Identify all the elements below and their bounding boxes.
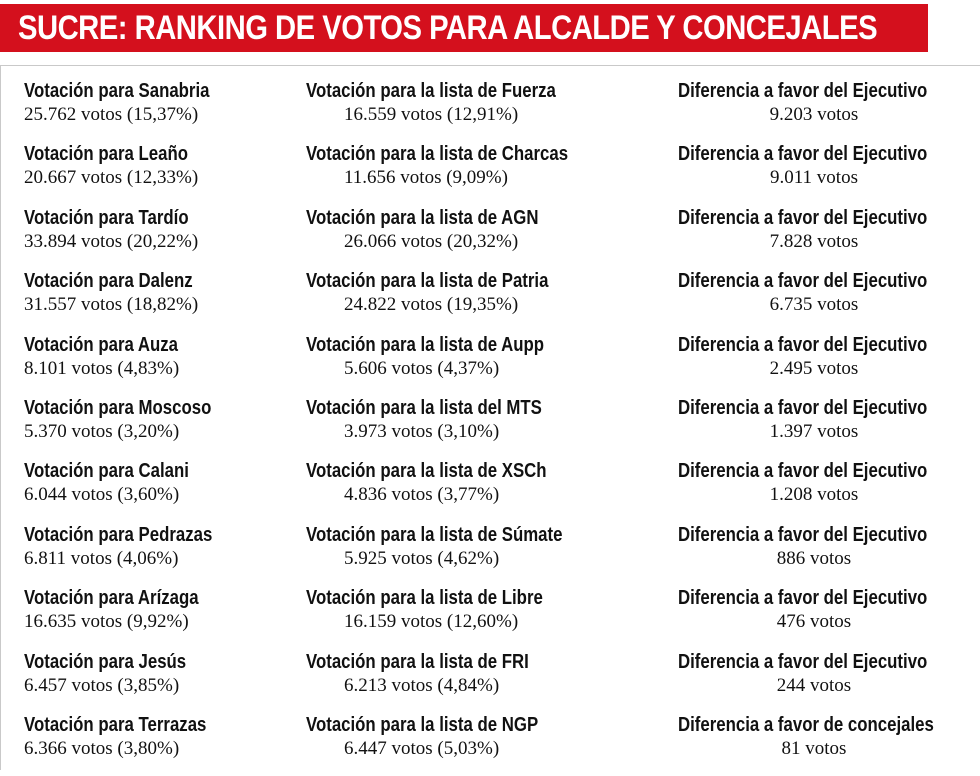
list-label: Votación para la lista de Charcas (306, 143, 569, 166)
difference-label: Diferencia a favor del Ejecutivo (678, 587, 928, 610)
difference-votes: 7.828 votos (769, 230, 859, 252)
candidate-entry (24, 206, 294, 269)
difference-label: Diferencia a favor del Ejecutivo (678, 206, 928, 229)
difference-label: Diferencia a favor del Ejecutivo (678, 650, 928, 673)
list-label: Votación para la lista de XSCh (306, 460, 547, 483)
difference-entry (678, 650, 968, 713)
candidate-votes: 8.101 votos (4,83%) (24, 357, 180, 379)
difference-entry (678, 206, 968, 269)
candidate-votes: 6.811 votos (4,06%) (24, 547, 179, 569)
page-title: SUCRE: RANKING DE VOTOS PARA ALCALDE Y CONCEJALES (18, 8, 878, 47)
candidate-votes: 33.894 votos (20,22%) (24, 230, 199, 252)
candidate-entry (24, 142, 294, 205)
difference-entry (678, 142, 968, 205)
difference-label: Diferencia a favor de concejales (678, 713, 934, 736)
difference-votes: 6.735 votos (769, 294, 859, 316)
candidate-entry (24, 396, 294, 459)
difference-entry (678, 713, 968, 776)
difference-entry (678, 459, 968, 522)
difference-label: Diferencia a favor del Ejecutivo (678, 396, 928, 419)
list-votes: 16.159 votos (12,60%) (344, 611, 519, 633)
candidate-votes: 31.557 votos (18,82%) (24, 294, 199, 316)
candidate-label: Votación para Terrazas (24, 713, 207, 736)
candidate-votes: 6.044 votos (3,60%) (24, 484, 180, 506)
list-votes: 3.973 votos (3,10%) (344, 420, 500, 442)
list-votes: 6.447 votos (5,03%) (344, 737, 500, 759)
list-column (306, 79, 591, 776)
candidate-votes: 25.762 votos (15,37%) (24, 104, 199, 125)
list-votes: 5.925 votos (4,62%) (344, 547, 500, 569)
list-label: Votación para la lista de AGN (306, 206, 539, 229)
list-votes: 16.559 votos (12,91%) (344, 104, 519, 125)
title-banner (0, 4, 928, 52)
candidate-votes: 6.366 votos (3,80%) (24, 737, 180, 759)
candidate-label: Votación para Calani (24, 460, 189, 483)
list-label: Votación para la lista de FRI (306, 650, 529, 673)
list-votes: 5.606 votos (4,37%) (344, 357, 500, 379)
list-entry (306, 713, 591, 776)
candidate-entry (24, 713, 294, 776)
difference-votes: 9.203 votos (769, 104, 859, 125)
difference-votes: 1.397 votos (769, 420, 859, 442)
difference-votes: 1.208 votos (769, 484, 859, 506)
list-label: Votación para la lista de Fuerza (306, 80, 556, 102)
candidate-votes: 20.667 votos (12,33%) (24, 167, 199, 189)
candidate-label: Votación para Tardío (24, 206, 189, 229)
candidate-entry (24, 523, 294, 586)
candidate-entry (24, 459, 294, 522)
candidate-label: Votación para Auza (24, 333, 179, 356)
list-entry (306, 586, 591, 649)
list-label: Votación para la lista de Súmate (306, 523, 563, 546)
candidate-votes: 6.457 votos (3,85%) (24, 674, 180, 696)
candidate-label: Votación para Pedrazas (24, 523, 213, 546)
candidate-entry (24, 333, 294, 396)
list-votes: 26.066 votos (20,32%) (344, 230, 519, 252)
difference-label: Diferencia a favor del Ejecutivo (678, 460, 928, 483)
candidate-entry (24, 650, 294, 713)
list-label: Votación para la lista de Patria (306, 270, 549, 293)
list-entry (306, 79, 591, 142)
list-entry (306, 459, 591, 522)
list-label: Votación para la lista de Libre (306, 587, 543, 610)
difference-votes: 2.495 votos (769, 357, 859, 379)
difference-entry (678, 79, 968, 142)
list-label: Votación para la lista de Aupp (306, 333, 545, 356)
difference-entry (678, 396, 968, 459)
difference-label: Diferencia a favor del Ejecutivo (678, 523, 928, 546)
list-label: Votación para la lista del MTS (306, 396, 542, 419)
list-entry (306, 206, 591, 269)
list-label: Votación para la lista de NGP (306, 713, 539, 736)
difference-label: Diferencia a favor del Ejecutivo (678, 143, 928, 166)
difference-votes: 81 votos (781, 737, 847, 759)
difference-entry (678, 269, 968, 332)
difference-votes: 886 votos (776, 547, 852, 569)
difference-votes: 476 votos (776, 611, 852, 633)
candidate-entry (24, 269, 294, 332)
difference-votes: 244 votos (776, 674, 852, 696)
difference-entry (678, 333, 968, 396)
candidate-entry (24, 79, 294, 142)
difference-entry (678, 586, 968, 649)
difference-entry (678, 523, 968, 586)
list-entry (306, 523, 591, 586)
list-entry (306, 333, 591, 396)
candidate-label: Votación para Dalenz (24, 270, 193, 293)
candidate-label: Votación para Jesús (24, 650, 187, 673)
candidate-votes: 5.370 votos (3,20%) (24, 420, 180, 442)
list-votes: 24.822 votos (19,35%) (344, 294, 519, 316)
list-votes: 11.656 votos (9,09%) (344, 167, 508, 189)
candidate-label: Votación para Leaño (24, 143, 188, 166)
list-entry (306, 142, 591, 205)
list-entry (306, 269, 591, 332)
candidate-label: Votación para Moscoso (24, 396, 212, 419)
candidate-votes: 16.635 votos (9,92%) (24, 611, 189, 633)
difference-column (678, 79, 968, 776)
list-votes: 4.836 votos (3,77%) (344, 484, 500, 506)
list-entry (306, 650, 591, 713)
list-votes: 6.213 votos (4,84%) (344, 674, 500, 696)
difference-label: Diferencia a favor del Ejecutivo (678, 333, 928, 356)
difference-label: Diferencia a favor del Ejecutivo (678, 270, 928, 293)
list-entry (306, 396, 591, 459)
candidate-entry (24, 586, 294, 649)
difference-votes: 9.011 votos (770, 167, 858, 189)
candidate-column (24, 79, 294, 776)
candidate-label: Votación para Arízaga (24, 587, 199, 610)
difference-label: Diferencia a favor del Ejecutivo (678, 80, 928, 102)
candidate-label: Votación para Sanabria (24, 80, 210, 102)
